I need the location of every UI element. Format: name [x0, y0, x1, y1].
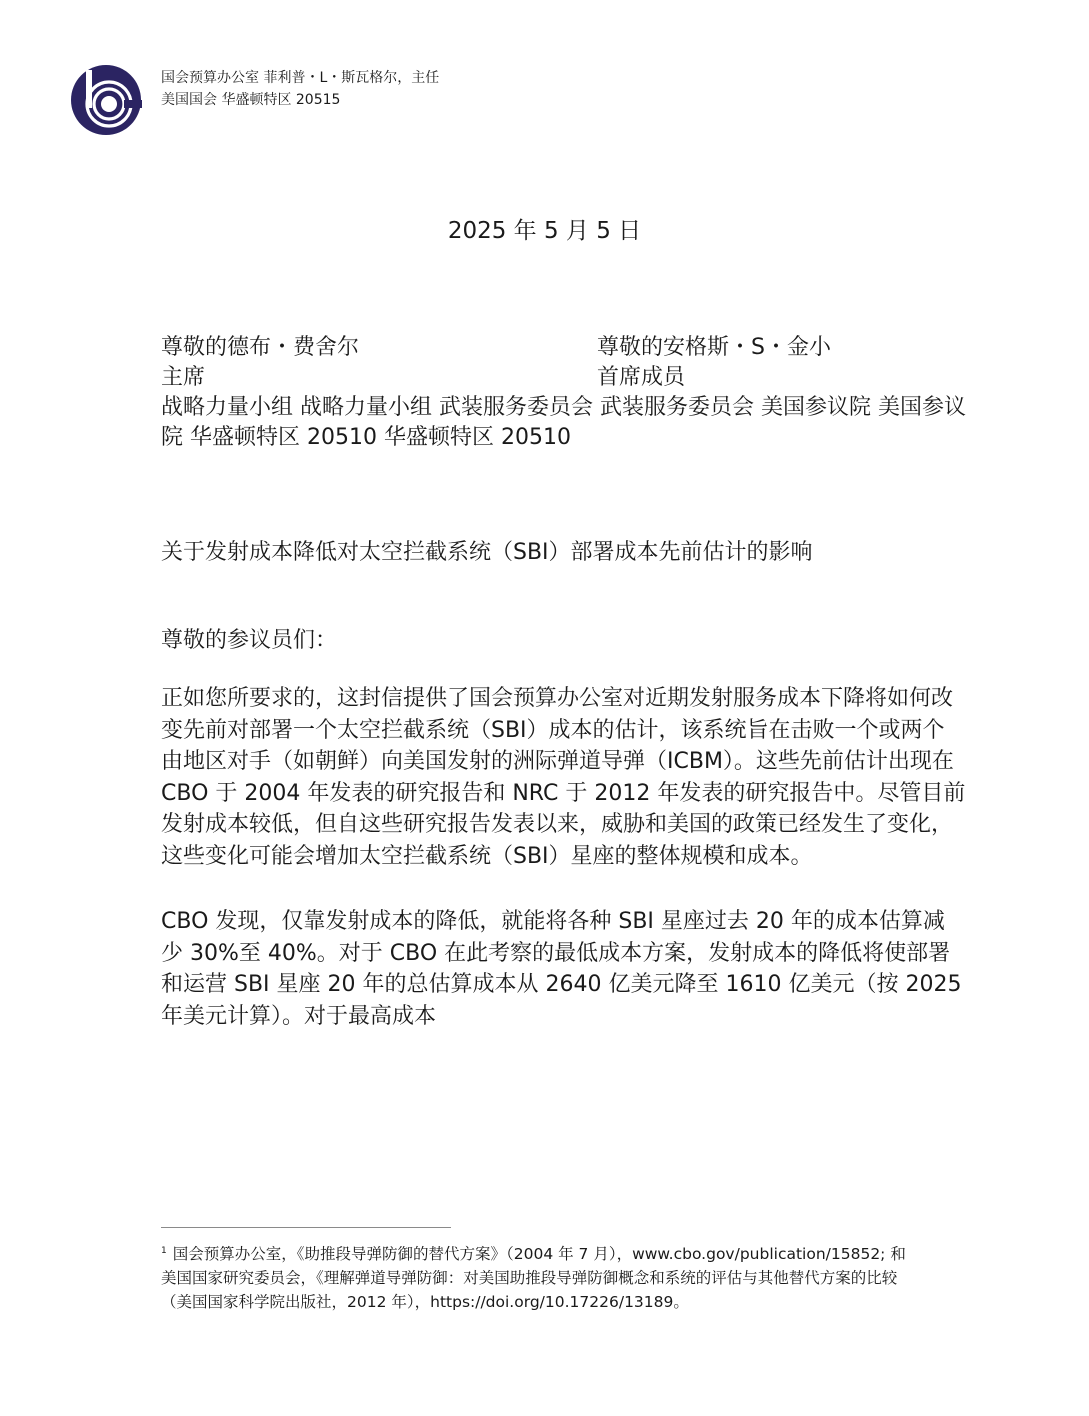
recipient-right-title: 首席成员: [597, 365, 686, 390]
letterhead: [161, 67, 439, 111]
recipient-left-name: 尊敬的德布・费舍尔: [161, 335, 360, 360]
footnote: [161, 1242, 921, 1314]
recipient-left-title: 主席: [161, 365, 206, 390]
recipient-right: [597, 333, 831, 393]
letter-date: 2025 年 5 月 5 日: [447, 218, 642, 244]
footnote-text: 国会预算办公室，《助推段导弹防御的替代方案》（2004 年 7 月），www.cbo.gov/publication/15852; 和美国国家研究委员会，《理解弹道导弹防御：对美国助推段导弹防御概念和系统的评估与其他替代方案的比较（美国国家科学院出版社，2012 年），https://doi.org/10.17226/13189。: [161, 1245, 906, 1311]
recipient-committees: 战略力量小组 战略力量小组 武装服务委员会 武装服务委员会 美国参议院 美国参议院 华盛顿特区 20510 华盛顿特区 20510: [161, 395, 966, 450]
footnote-mark: 1: [161, 1245, 167, 1256]
letterhead-line-2: 美国国会 华盛顿特区 20515: [161, 92, 341, 108]
recipient-right-name: 尊敬的安格斯・S・金小: [597, 335, 831, 360]
body-paragraph-2: CBO 发现，仅靠发射成本的降低，就能将各种 SBI 星座过去 20 年的成本估算减少 30%至 40%。对于 CBO 在此考察的最低成本方案，发射成本的降低将使部署和运营 SBI 星座 20 年的总估算成本从 2640 亿美元降至 1610 亿美元（按 2025 年美元计算）。对于最高成本: [161, 909, 962, 1029]
recipient-left: [161, 333, 359, 393]
cbo-logo-icon: [70, 64, 142, 136]
letterhead-line-1: 国会预算办公室 菲利普・L・斯瓦格尔，主任: [161, 70, 440, 86]
body-paragraph-1: 正如您所要求的，这封信提供了国会预算办公室对近期发射服务成本下降将如何改变先前对部署一个太空拦截系统（SBI）成本的估计，该系统旨在击败一个或两个由地区对手（如朝鲜）向美国发射的洲际弹道导弹（ICBM）。这些先前估计出现在 CBO 于 2004 年发表的研究报告和 NRC 于 2012 年发表的研究报告中。尽管目前发射成本较低，但自这些研究报告发表以来，威胁和美国的政策已经发生了变化，这些变化可能会增加太空拦截系统（SBI）星座的整体规模和成本。: [161, 686, 966, 869]
letter-subject: 关于发射成本降低对太空拦截系统（SBI）部署成本先前估计的影响: [161, 540, 813, 565]
footnote-divider: [161, 1227, 451, 1228]
salutation: 尊敬的参议员们：: [161, 628, 338, 653]
